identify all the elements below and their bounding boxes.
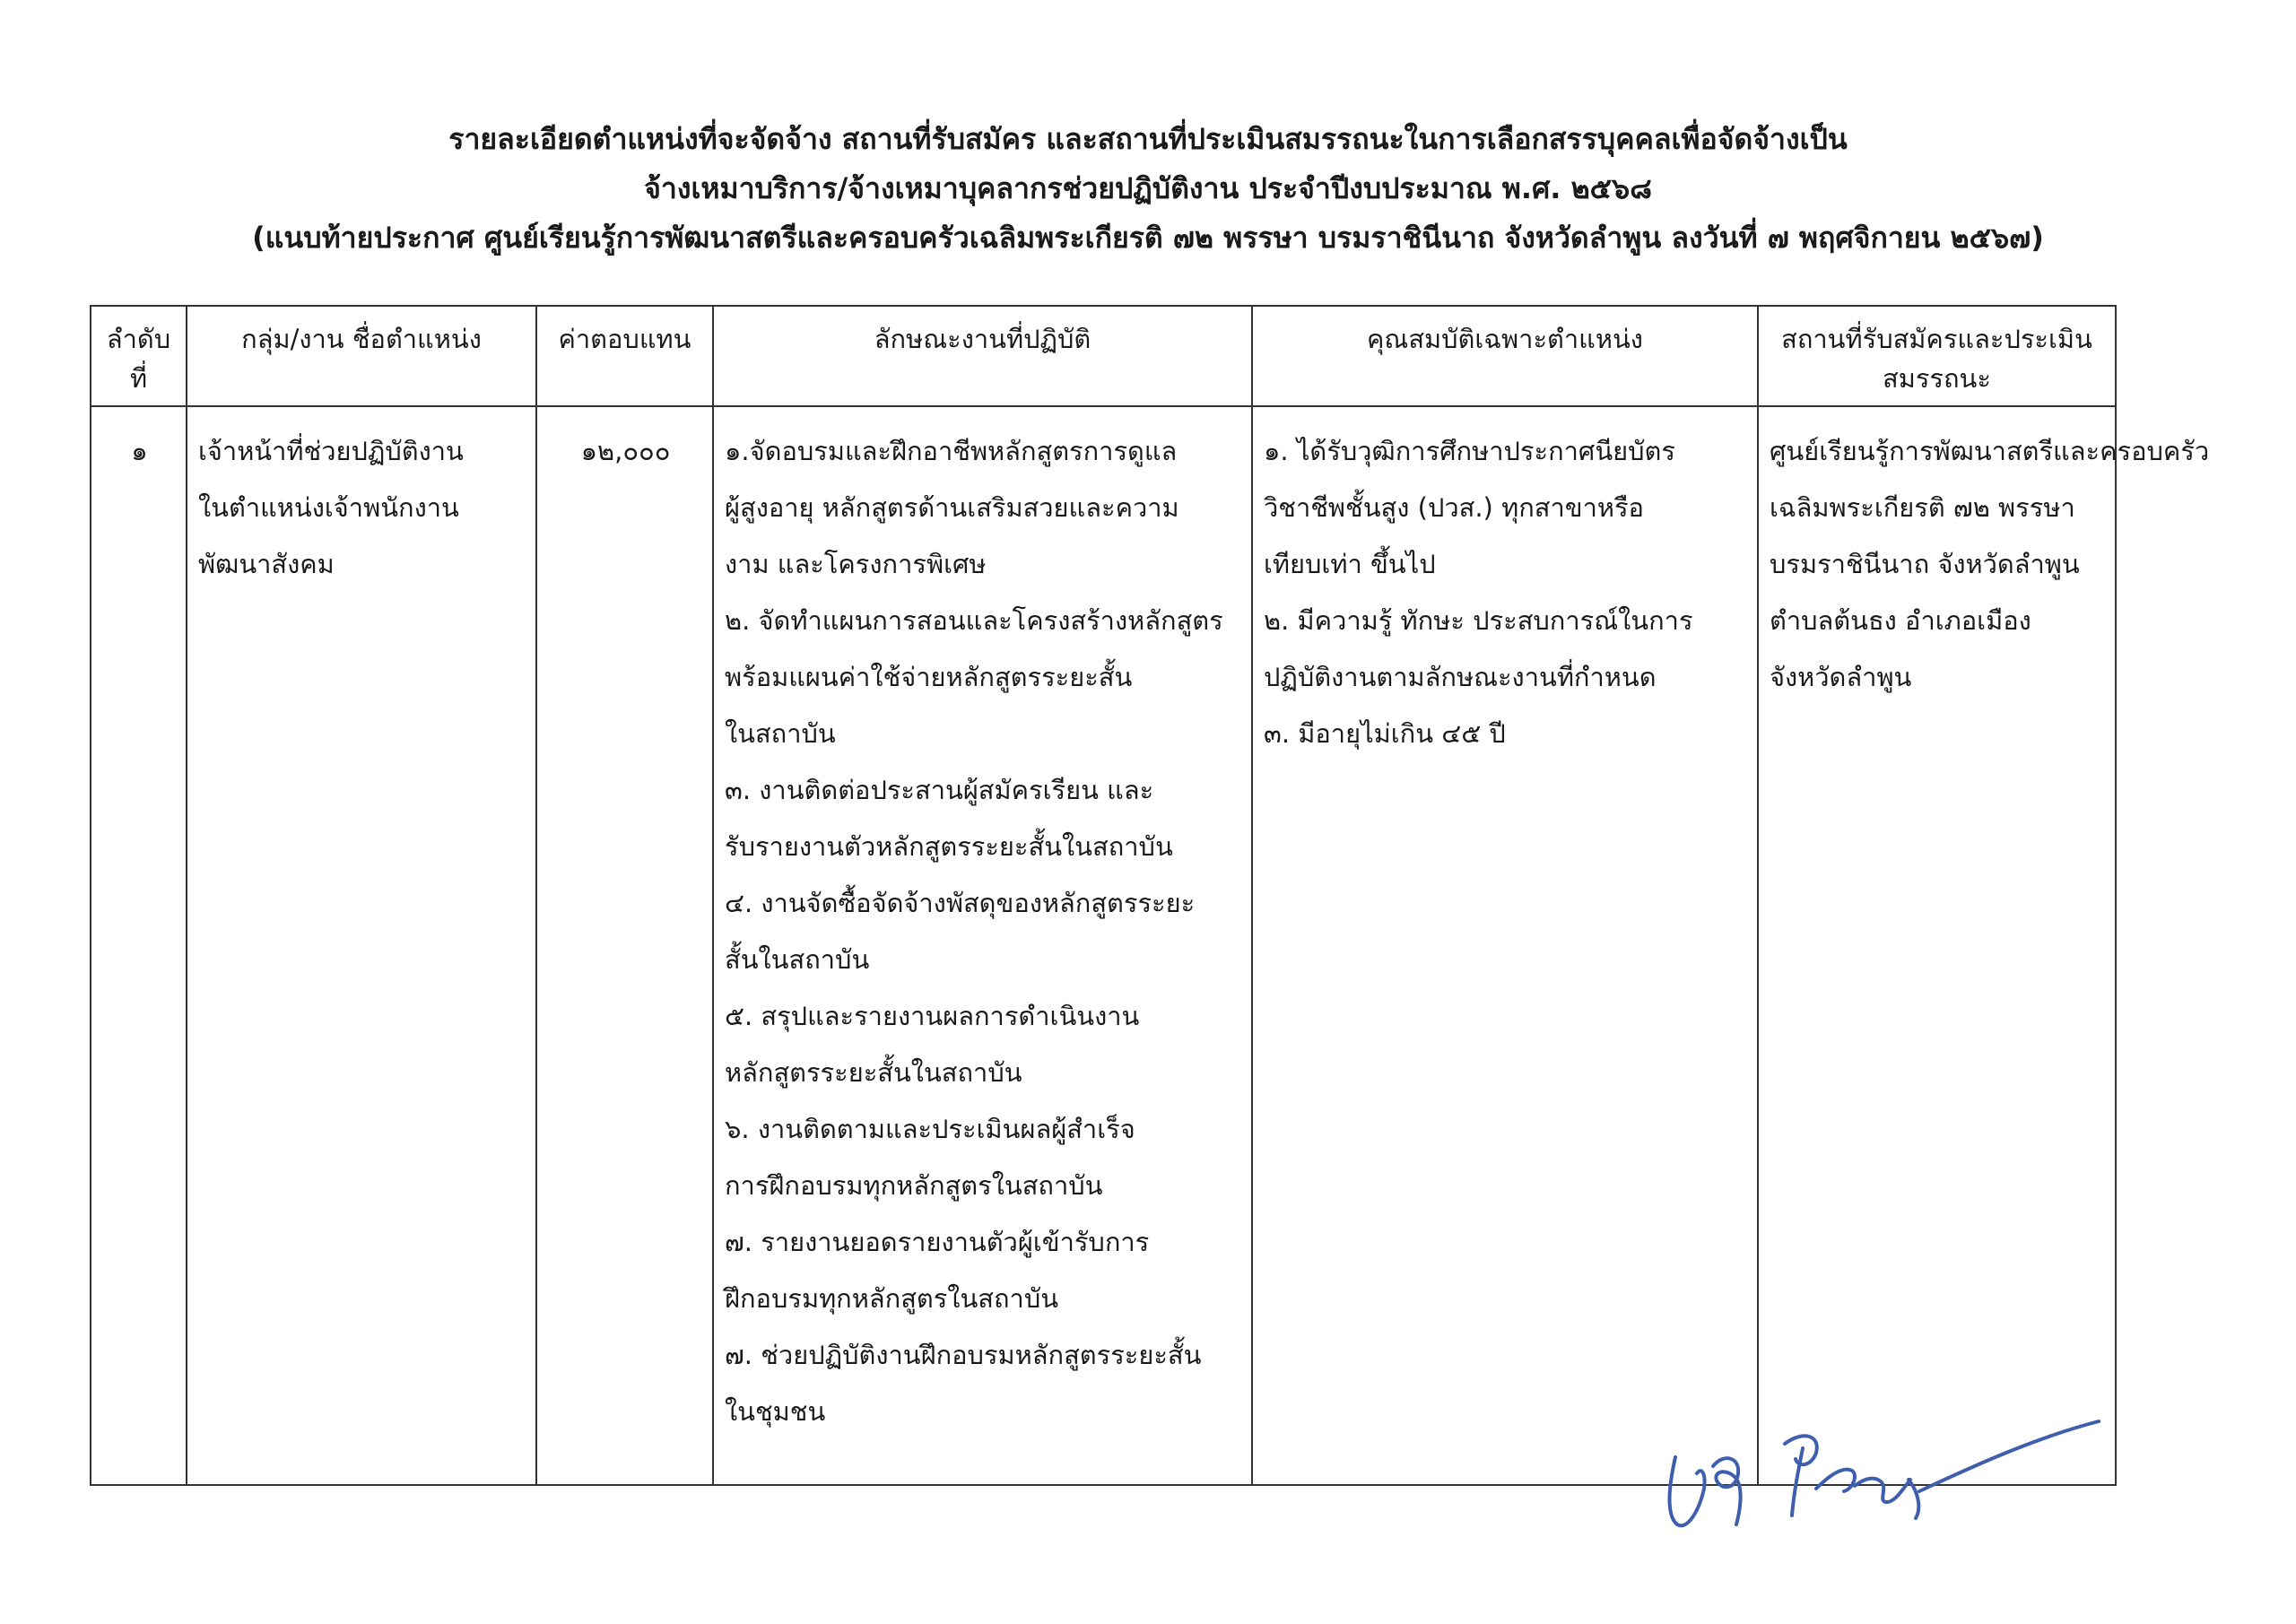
place-line: บรมราชินีนาถ จังหวัดลำพูน (1770, 549, 2080, 579)
header-line-2: จ้างเหมาบริการ/จ้างเหมาบุคลากรช่วยปฏิบัติงาน ประจำปีงบประมาณ พ.ศ. ๒๕๖๘ (644, 171, 1652, 205)
header-cell-number: ลำดับ ที่ (91, 306, 187, 406)
duty-line: ๖. งานติดตามและประเมินผลผู้สำเร็จ (725, 1114, 1135, 1144)
qualification-line: ปฏิบัติงานตามลักษณะงานที่กำหนด (1264, 662, 1657, 692)
header-cell-place: สถานที่รับสมัครและประเมินสมรรถนะ (1758, 306, 2116, 406)
duty-line: ในสถาบัน (725, 718, 836, 749)
place-line: จังหวัดลำพูน (1770, 662, 1912, 692)
duty-line: พร้อมแผนค่าใช้จ่ายหลักสูตรระยะสั้น (725, 662, 1133, 692)
duty-line: ๔. งานจัดซื้อจัดจ้างพัสดุของหลักสูตรระยะ (725, 888, 1196, 918)
handwritten-signature (1650, 1403, 2117, 1547)
duty-line: ผู้สูงอายุ หลักสูตรด้านเสริมสวยและความ (725, 492, 1179, 523)
duty-line: ๓. งานติดต่อประสานผู้สมัครเรียน และ (725, 775, 1154, 805)
row-position: เจ้าหน้าที่ช่วยปฏิบัติงาน ในตำแหน่งเจ้าพนักงาน พัฒนาสังคม (187, 406, 536, 1485)
duty-line: ในชุมชน (725, 1396, 826, 1427)
qualification-line: วิชาชีพชั้นสูง (ปวส.) ทุกสาขาหรือ (1264, 492, 1644, 523)
duty-line: ๑.จัดอบรมและฝึกอาชีพหลักสูตรการดูแล (725, 436, 1178, 466)
duty-line: ฝึกอบรมทุกหลักสูตรในสถาบัน (725, 1283, 1059, 1314)
place-line: ศูนย์เรียนรู้การพัฒนาสตรีและครอบครัว (1770, 436, 2210, 466)
duty-line: รับรายงานตัวหลักสูตรระยะสั้นในสถาบัน (725, 831, 1173, 862)
row-duties (713, 406, 1252, 1485)
qualification-line: ๒. มีความรู้ ทักษะ ประสบการณ์ในการ (1264, 605, 1693, 636)
header-line-3: (แนบท้ายประกาศ ศูนย์เรียนรู้การพัฒนาสตรีและครอบครัวเฉลิมพระเกียรติ ๗๒ พรรษา บรมราชินีนาถ จังหวัดลำพูน ลงวันที่ ๗ พฤศจิกายน ๒๕๖๗) (252, 221, 2044, 255)
row-place (1758, 406, 2210, 1485)
duty-line: หลักสูตรระยะสั้นในสถาบัน (725, 1057, 1022, 1088)
table-header-row (91, 306, 2116, 406)
place-line: ตำบลต้นธง อำเภอเมือง (1770, 605, 2031, 636)
row-salary: ๑๒,๐๐๐ (536, 406, 713, 1485)
positions-table (90, 305, 2210, 1486)
duty-line: ๕. สรุปและรายงานผลการดำเนินงาน (725, 1001, 1140, 1031)
header-cell-position: กลุ่ม/งาน ชื่อตำแหน่ง (187, 306, 536, 406)
duty-line: ๒. จัดทำแผนการสอนและโครงสร้างหลักสูตร (725, 605, 1223, 636)
header-cell-duties: ลักษณะงานที่ปฏิบัติ (713, 306, 1252, 406)
duty-line: ๗. ช่วยปฏิบัติงานฝึกอบรมหลักสูตรระยะสั้น (725, 1340, 1202, 1370)
duty-line: ๗. รายงานยอดรายงานตัวผู้เข้ารับการ (725, 1227, 1150, 1257)
table-row (91, 406, 2116, 1485)
qualification-line: ๓. มีอายุไม่เกิน ๔๕ ปี (1264, 718, 1506, 749)
document-header (0, 115, 2296, 263)
duty-line: สั้นในสถาบัน (725, 944, 870, 975)
qualification-line: ๑. ได้รับวุฒิการศึกษาประกาศนียบัตร (1264, 436, 1675, 466)
header-cell-qualifications: คุณสมบัติเฉพาะตำแหน่ง (1252, 306, 1758, 406)
qualification-line: เทียบเท่า ขึ้นไป (1264, 549, 1436, 579)
header-cell-salary: ค่าตอบแทน (536, 306, 713, 406)
row-qualifications (1252, 406, 1758, 1485)
header-line-1: รายละเอียดตำแหน่งที่จะจัดจ้าง สถานที่รับสมัคร และสถานที่ประเมินสมรรถนะในการเลือกสรรบุคคลเพื่อจัดจ้างเป็น (448, 122, 1848, 156)
place-line: เฉลิมพระเกียรติ ๗๒ พรรษา (1770, 492, 2075, 523)
row-number: ๑ (91, 406, 187, 1485)
duty-line: การฝึกอบรมทุกหลักสูตรในสถาบัน (725, 1170, 1103, 1201)
duty-line: งาม และโครงการพิเศษ (725, 549, 987, 579)
